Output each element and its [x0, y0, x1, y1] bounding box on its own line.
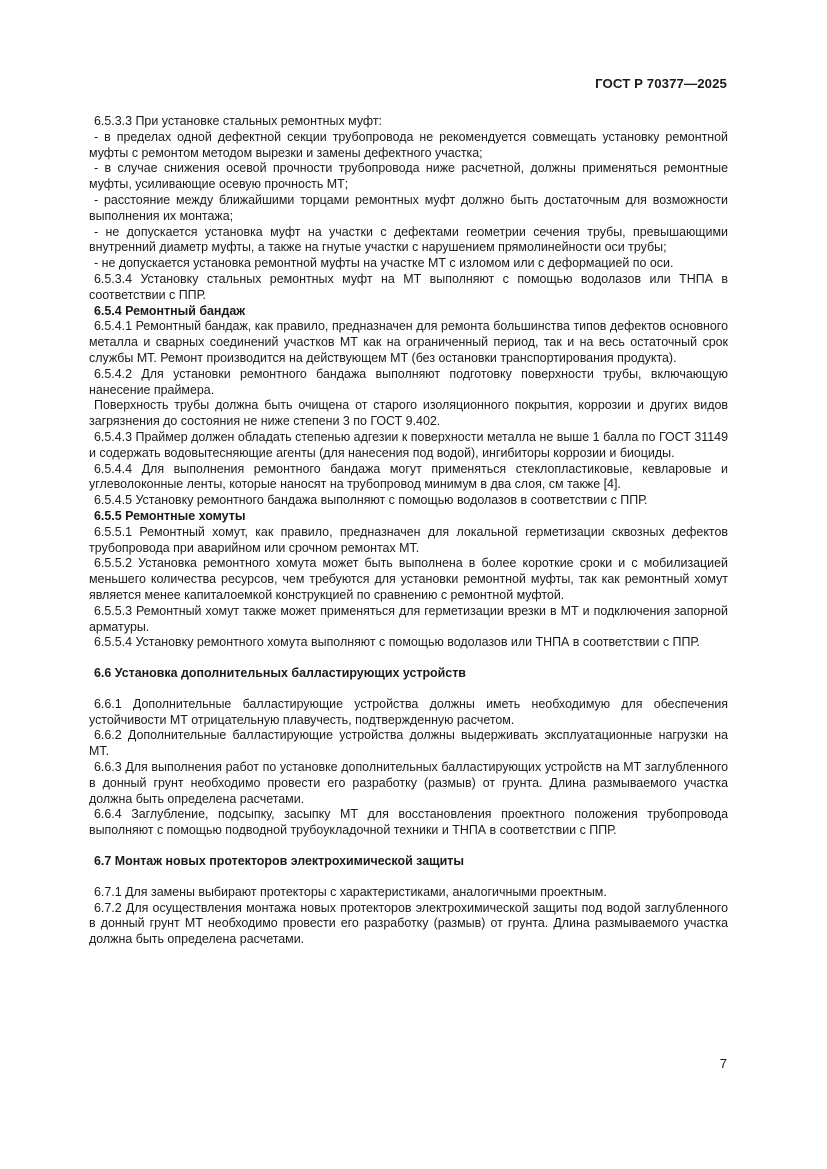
paragraph-6-5-5-2: 6.5.5.2 Установка ремонтного хомута может быть выполнена в более короткие сроки и с мобилизацией меньшего количества ресурсов, чем требуются для установки ремонтной муфты, так как ремонтный хомут является менее капиталоемкой конструкцией по сравнению с ремонтной муфтой. — [89, 556, 728, 602]
list-item: - не допускается установка ремонтной муфты на участке МТ с изломом или с деформацией по оси. — [94, 256, 674, 271]
paragraph-6-6-3: 6.6.3 Для выполнения работ по установке дополнительных балластирующих устройств на МТ заглубленного в донный грунт необходимо провести его разработку (размыв) от грунта. Длина размываемого участка должна быть определена расчетами. — [89, 760, 728, 806]
section-heading-6-7: 6.7 Монтаж новых протекторов электрохимической защиты — [94, 854, 464, 869]
paragraph-6-5-4-5: 6.5.4.5 Установку ремонтного бандажа выполняют с помощью водолазов в соответствии с ППР. — [94, 493, 648, 508]
paragraph-6-5-5-1: 6.5.5.1 Ремонтный хомут, как правило, предназначен для локальной герметизации сквозных дефектов трубопровода при аварийном или срочном ремонтах МТ. — [89, 524, 728, 555]
paragraph-6-5-3-4: 6.5.3.4 Установку стальных ремонтных муфт на МТ выполняют с помощью водолазов или ТНПА в соответствии с ППР. — [89, 271, 728, 302]
paragraph-6-6-1: 6.6.1 Дополнительные балластирующие устройства должны иметь необходимую для обеспечения устойчивости МТ отрицательную плавучесть, подтвержденную расчетом. — [89, 696, 728, 727]
section-heading-6-6: 6.6 Установка дополнительных балластирующих устройств — [94, 666, 466, 681]
paragraph-6-7-1: 6.7.1 Для замены выбирают протекторы с характеристиками, аналогичными проектным. — [94, 884, 607, 899]
paragraph-6-5-5-3: 6.5.5.3 Ремонтный хомут также может применяться для герметизации врезки в МТ и подключения запорной арматуры. — [89, 603, 728, 634]
list-item: - в случае снижения осевой прочности трубопровода ниже расчетной, должны применяться ремонтные муфты, усиливающие осевую прочность МТ; — [89, 161, 728, 192]
list-item: - расстояние между ближайшими торцами ремонтных муфт должно быть достаточным для возможности выполнения их монтажа; — [89, 192, 728, 223]
document-body — [89, 114, 728, 948]
list-item: - не допускается установка муфт на участки с дефектами геометрии сечения трубы, превышающими внутренний диаметр муфты, а также на гнутые участки с нарушением прямолинейности оси трубы; — [89, 224, 728, 255]
paragraph-6-6-4: 6.6.4 Заглубление, подсыпку, засыпку МТ для восстановления проектного положения трубопровода выполняют с помощью подводной трубоукладочной техники и ТНПА в соответствии с ППР. — [89, 807, 728, 838]
paragraph-6-5-4-2: 6.5.4.2 Для установки ремонтного бандажа выполняют подготовку поверхности трубы, включающую нанесение праймера. — [89, 366, 728, 397]
list-item: - в пределах одной дефектной секции трубопровода не рекомендуется совмещать установку ремонтной муфты с ремонтом методом вырезки и замены дефектного участка; — [89, 129, 728, 160]
document-header-standard: ГОСТ Р 70377—2025 — [595, 76, 727, 91]
paragraph-6-7-2: 6.7.2 Для осуществления монтажа новых протекторов электрохимической защиты под водой заглубленного в донный грунт МТ необходимо провести его разработку (размыв) от грунта. Длина размываемого участка должна быть определена расчетами. — [89, 900, 728, 947]
paragraph-6-5-4-4: 6.5.4.4 Для выполнения ремонтного бандажа могут применяться стеклопластиковые, кевларовые и углеволоконные ленты, которые наносят на трубопровод минимум в два слоя, см также [4]. — [89, 461, 728, 492]
paragraph-6-5-4-3: 6.5.4.3 Праймер должен обладать степенью адгезии к поверхности металла не выше 1 балла по ГОСТ 31149 и содержать водовытесняющие агенты (для нанесения под водой), ингибиторы коррозии и биоциды. — [89, 429, 728, 460]
page-number: 7 — [719, 1056, 727, 1071]
paragraph-6-6-2: 6.6.2 Дополнительные балластирующие устройства должны выдерживать эксплуатационные нагрузки на МТ. — [89, 728, 728, 759]
paragraph-6-5-4-1: 6.5.4.1 Ремонтный бандаж, как правило, предназначен для ремонта большинства типов дефектов основного металла и сварных соединений участков МТ как на ограниченный период, так и на весь остаточный срок службы МТ. Ремонт производится на действующем МТ (без остановки транспортирования продукта). — [89, 319, 728, 365]
subsection-heading-6-5-5: 6.5.5 Ремонтные хомуты — [94, 508, 246, 523]
paragraph-6-5-3-3: 6.5.3.3 При установке стальных ремонтных муфт: — [94, 114, 383, 128]
subsection-heading-6-5-4: 6.5.4 Ремонтный бандаж — [94, 303, 246, 318]
paragraph-6-5-5-4: 6.5.5.4 Установку ремонтного хомута выполняют с помощью водолазов или ТНПА в соответствии с ППР. — [94, 635, 700, 650]
paragraph-surface-cleaning: Поверхность трубы должна быть очищена от старого изоляционного покрытия, коррозии и других видов загрязнения до состояния не ниже степени 3 по ГОСТ 9.402. — [89, 398, 728, 429]
